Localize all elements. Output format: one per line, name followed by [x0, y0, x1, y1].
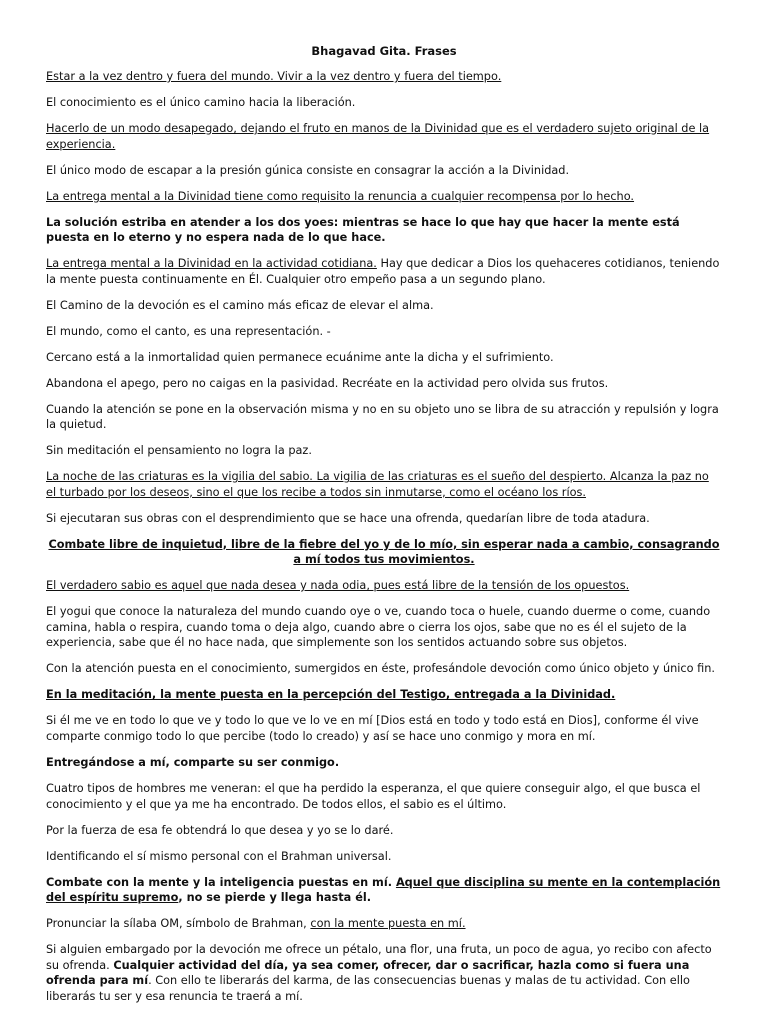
paragraph — [46, 942, 722, 1004]
text-run: La entrega mental a la Divinidad tiene como requisito la renuncia a cualquier recompensa por lo hecho. — [46, 189, 635, 203]
text-run: Sin meditación el pensamiento no logra la paz. — [46, 444, 312, 458]
paragraph — [46, 298, 722, 314]
text-run: Hacerlo de un modo desapegado, dejando el fruto en manos de la Divinidad que es el verdadero sujeto original de la experiencia. — [46, 121, 710, 151]
text-run: Entregándose a mí, comparte su ser conmigo. — [46, 756, 340, 770]
text-run: Cualquier actividad del día, ya sea comer, ofrecer, dar o sacrificar, hazla como si fuera una ofrenda para mí — [46, 958, 690, 988]
paragraph — [46, 376, 722, 392]
text-run: Combate con la mente y la inteligencia puestas en mí. — [46, 875, 396, 889]
text-run: Si alguien embargado por la devoción me ofrece un pétalo, una flor, una fruta, un poco de agua, yo recibo con afecto su ofrenda. — [46, 943, 712, 972]
paragraph — [46, 661, 722, 677]
text-run: . Con ello te liberarás del karma, de las consecuencias buenas y malas de tu actividad. Con ello liberarás tu ser y esa renuncia te traerá a mí. — [46, 974, 690, 1003]
paragraph — [46, 215, 722, 246]
text-run: Por la fuerza de esa fe obtendrá lo que desea y yo se lo daré. — [46, 823, 394, 837]
text-run: con la mente puesta en mí. — [310, 917, 466, 931]
text-run: Si él me ve en todo lo que ve y todo lo que ve lo ve en mí [Dios está en todo y todo está en Dios], conforme él vive comparte conmigo todo lo que percibe (todo lo creado) y así se hace uno conmigo y mora en mí. — [46, 714, 699, 744]
text-run: Estar a la vez dentro y fuera del mundo. Vivir a la vez dentro y fuera del tiempo. — [46, 70, 502, 83]
text-run: El conocimiento es el único camino hacia la liberación. — [46, 95, 356, 109]
paragraph — [46, 469, 722, 500]
text-run: Cuando la atención se pone en la observación misma y no en su objeto uno se libra de su atracción y repulsión y logra la quietud. — [46, 402, 719, 432]
paragraph — [46, 604, 722, 651]
paragraph — [46, 537, 722, 568]
paragraph — [46, 755, 722, 771]
paragraph — [46, 189, 722, 205]
text-run: Con la atención puesta en el conocimiento, sumergidos en éste, profesándole devoción como único objeto y único fin. — [46, 662, 715, 676]
paragraph — [46, 781, 722, 812]
text-run: Hay que dedicar a Dios los quehaceres cotidianos, teniendo la mente puesta continuamente en Él. Cualquier otro empeño pasa a un segundo plano. — [46, 257, 720, 286]
text-run: Abandona el apego, pero no caigas en la pasividad. Recréate en la actividad pero olvida sus frutos. — [46, 376, 609, 390]
text-run: Identificando el sí mismo personal con el Brahman universal. — [46, 849, 392, 863]
paragraph — [46, 578, 722, 594]
text-run: Cuatro tipos de hombres me veneran: el que ha perdido la esperanza, el que quiere conseguir algo, el que busca el conocimiento y el que ya me ha encontrado. De todos ellos, el sabio es el último. — [46, 782, 701, 811]
text-run: El mundo, como el canto, es una representación. - — [46, 324, 331, 338]
text-run: Cercano está a la inmortalidad quien permanece ecuánime ante la dicha y el sufrimiento. — [46, 350, 554, 364]
text-run: El único modo de escapar a la presión gúnica consiste en consagrar la acción a la Divinidad. — [46, 163, 570, 177]
text-run: La entrega mental a la Divinidad en la actividad cotidiana. — [46, 257, 377, 271]
paragraph — [46, 324, 722, 340]
document-title: Bhagavad Gita. Frases — [311, 44, 457, 58]
text-run: Combate libre de inquietud, libre de la fiebre del yo y de lo mío, sin esperar nada a cambio, consagrando a mí todos tus movimientos. — [48, 537, 720, 567]
paragraph — [46, 163, 722, 179]
text-run: En la meditación, la mente puesta en la percepción del Testigo, entregada a la Divinidad. — [46, 688, 616, 702]
paragraph — [46, 95, 722, 111]
text-run: La noche de las criaturas es la vigilia del sabio. La vigilia de las criaturas es el sueño del despierto. Alcanza la paz no el turbado por los deseos, sino el que los recibe a todos sin inmutarse, como el océano los ríos. — [46, 470, 709, 499]
paragraph — [46, 875, 722, 906]
paragraph — [46, 713, 722, 744]
text-run: El yogui que conoce la naturaleza del mundo cuando oye o ve, cuando toca o huele, cuando duerme o come, cuando camina, habla o respira, cuando toma o deja algo, cuando abre o cierra los ojos, sabe que no es él el sujeto de la experiencia, sabe que él no hace nada, que simplemente son los sentidos actuando sobre sus objetos. — [46, 605, 711, 650]
text-run: Aquel que disciplina su mente en la contemplación del espíritu supremo — [46, 875, 721, 905]
paragraph — [46, 916, 722, 932]
paragraph — [46, 443, 722, 459]
text-run: La solución estriba en atender a los dos yoes: mientras se hace lo que hay que hacer la mente está puesta en lo eterno y no espera nada de lo que hace. — [46, 215, 680, 245]
paragraph — [46, 121, 722, 152]
paragraph — [46, 69, 722, 85]
paragraph — [46, 402, 722, 433]
document-body — [46, 69, 722, 1004]
paragraph — [46, 823, 722, 839]
text-run: Si ejecutaran sus obras con el desprendimiento que se hace una ofrenda, quedarían libre de toda atadura. — [46, 511, 650, 525]
paragraph — [46, 687, 722, 703]
text-run: , no se pierde y llega hasta él. — [178, 891, 372, 905]
text-run: El Camino de la devoción es el camino más eficaz de elevar el alma. — [46, 298, 434, 312]
paragraph — [46, 350, 722, 366]
text-run: El verdadero sabio es aquel que nada desea y nada odia, pues está libre de la tensión de los opuestos. — [46, 579, 630, 593]
paragraph — [46, 849, 722, 865]
paragraph — [46, 511, 722, 527]
text-run: Pronunciar la sílaba OM, símbolo de Brahman, — [46, 917, 311, 931]
paragraph — [46, 256, 722, 287]
